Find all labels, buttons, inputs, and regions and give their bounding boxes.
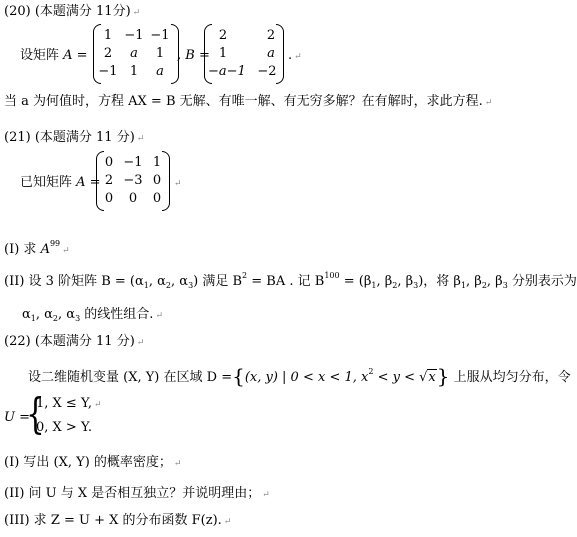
q21-mark: ↵ [174,179,182,189]
q21-matrix-a: 0 −1 1 2 −3 0 0 0 0 [96,151,170,211]
q22-case1: 1, X ≤ Y, ↵ [36,396,102,411]
q20-question: 当 a 为何值时，方程 AX = B 无解、有唯一解、有无穷多解？在有解时，求此方程. ↵ [4,94,493,109]
q20-set-prefix: 设矩阵 A = [20,48,88,63]
q22-part1: (I) 写出 (X, Y) 的概率密度； ↵ [4,455,182,470]
q22-case-brace: { [26,389,45,438]
q21-part1: (Ⅰ) 求 $A^{99}↵$ [4,239,70,257]
q20-matrix-a: 1 −1 −1 2 a 1 −1 1 a [93,24,179,84]
q20-matrix-b: 2 2 1 a −a−1 −2 [204,24,284,84]
q20-b-label: , B = [177,48,210,63]
q21-part2-line2: $\alpha_1$, $\alpha_2$, $\alpha_3$ 的线性组合. ↵ [22,307,163,323]
q21-header: (21) (本题满分 11 分) ↵ [4,130,145,145]
q22-line1: 设二维随机变量 (X, Y) 在区域 D ={(x, y) | 0 < x < 1, $x^2 < y < √x$} 上服从均匀分布，令 [28,364,571,388]
q22-u-label: U = [4,410,30,425]
q20-end: . ↵ [288,48,302,63]
q20-header: (20) (本题满分 11分) ↵ [4,4,141,19]
q22-header: (22) (本题满分 11 分) ↵ [4,334,145,349]
q22-case2: 0, X > Y. [36,420,92,435]
q22-part2: (II) 问 U 与 X 是否相互独立？并说明理由； ↵ [4,486,270,501]
q21-part2: (II) 设 3 阶矩阵 $B = (\alpha_1$, $\alpha_2$, $\alpha_3$) 满足 $B^2$ = BA . 记 $B^{100} = (\beta_1$, $\beta_2$, $\beta_3$)，将 $\beta_1$, $\beta_2$, $\beta_3$ 分别表示为 [4,271,577,290]
q21-given-prefix: 已知矩阵 A = [20,175,101,190]
q22-part3: (III) 求 Z = U + X 的分布函数 F(z). ↵ [4,513,232,528]
paragraph-mark-icon: ↵ [132,8,141,18]
